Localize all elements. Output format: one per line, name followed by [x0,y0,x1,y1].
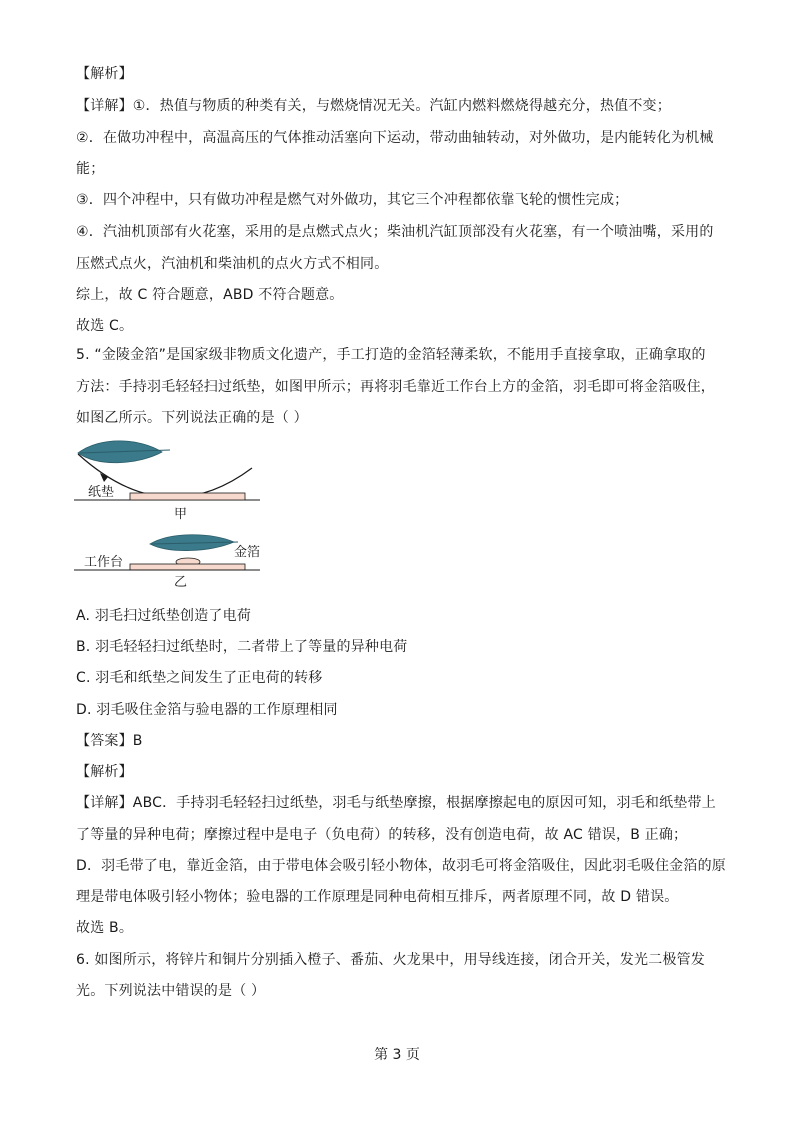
line-5: ④．汽油机顶部有火花塞，采用的是点燃式点火；柴油机汽缸顶部没有火花塞，有一个喷油嘴，采用的 [76,224,714,240]
label-jia: 甲 [174,507,188,522]
question-5-figure [70,438,270,590]
label-workbench: 工作台 [84,555,124,570]
line-18: 【详解】ABC．手持羽毛轻轻扫过纸垫，羽毛与纸垫摩擦，根据摩擦起电的原因可知，羽毛和纸垫带上 [76,795,716,811]
line-12: A. 羽毛扫过纸垫创造了电荷 [76,608,252,624]
label-yi: 乙 [174,575,188,590]
line-4: ③．四个冲程中，只有做功冲程是燃气对外做功，其它三个冲程都依靠飞轮的惯性完成； [76,192,629,208]
line-17: 【解析】 [76,764,133,780]
paper-pad [130,493,245,500]
line-20: D．羽毛带了电，靠近金箔，由于带电体会吸引轻小物体，故羽毛可将金箔吸住，因此羽毛吸住金箔的原 [76,858,726,874]
line-3: 能； [76,161,105,177]
feather-icon-jia [78,441,170,463]
line-23: 6. 如图所示，将锌片和铜片分别插入橙子、番茄、火龙果中，用导线连接，闭合开关，发光二极管发 [76,952,706,968]
label-gold-foil: 金箔 [234,545,261,560]
line-8: 故选 C。 [76,318,134,334]
line-14: C. 羽毛和纸垫之间发生了正电荷的转移 [76,670,323,686]
line-11: 如图乙所示。下列说法正确的是（ ） [76,410,308,426]
line-0: 【解析】 [76,66,133,82]
line-1: 【详解】①．热值与物质的种类有关，与燃烧情况无关。汽缸内燃料燃烧得越充分，热值不变； [76,98,671,114]
line-2: ②．在做功冲程中，高温高压的气体推动活塞向下运动，带动曲轴转动，对外做功，是内能转化为机械 [76,130,714,146]
label-paper-pad: 纸垫 [88,485,115,500]
line-15: D. 羽毛吸住金箔与验电器的工作原理相同 [76,702,338,718]
workbench-pad [130,564,245,570]
line-7: 综上，故 C 符合题意，ABD 不符合题意。 [76,287,344,303]
line-19: 了等量的异种电荷；摩擦过程中是电子（负电荷）的转移，没有创造电荷，故 AC 错误，B 正确； [76,827,688,843]
line-13: B. 羽毛轻轻扫过纸垫时，二者带上了等量的异种电荷 [76,639,408,655]
line-21: 理是带电体吸引轻小物体；验电器的工作原理是同种电荷相互排斥，两者原理不同，故 D 错误。 [76,889,679,905]
line-9: 5. “金陵金箔”是国家级非物质文化遗产，手工打造的金箔轻薄柔软，不能用手直接拿取，正确拿取的 [76,347,706,363]
line-10: 方法：手持羽毛轻轻扫过纸垫，如图甲所示；再将羽毛靠近工作台上方的金箔，羽毛即可将金箔吸住， [76,379,715,395]
page-footer: 第 3 页 [374,1047,420,1063]
line-24: 光。下列说法中错误的是（ ） [76,983,266,999]
line-6: 压燃式点火，汽油机和柴油机的点火方式不相同。 [76,256,389,272]
line-16: 【答案】B [76,733,143,749]
line-22: 故选 B。 [76,920,134,936]
feather-icon-yi [150,535,238,551]
